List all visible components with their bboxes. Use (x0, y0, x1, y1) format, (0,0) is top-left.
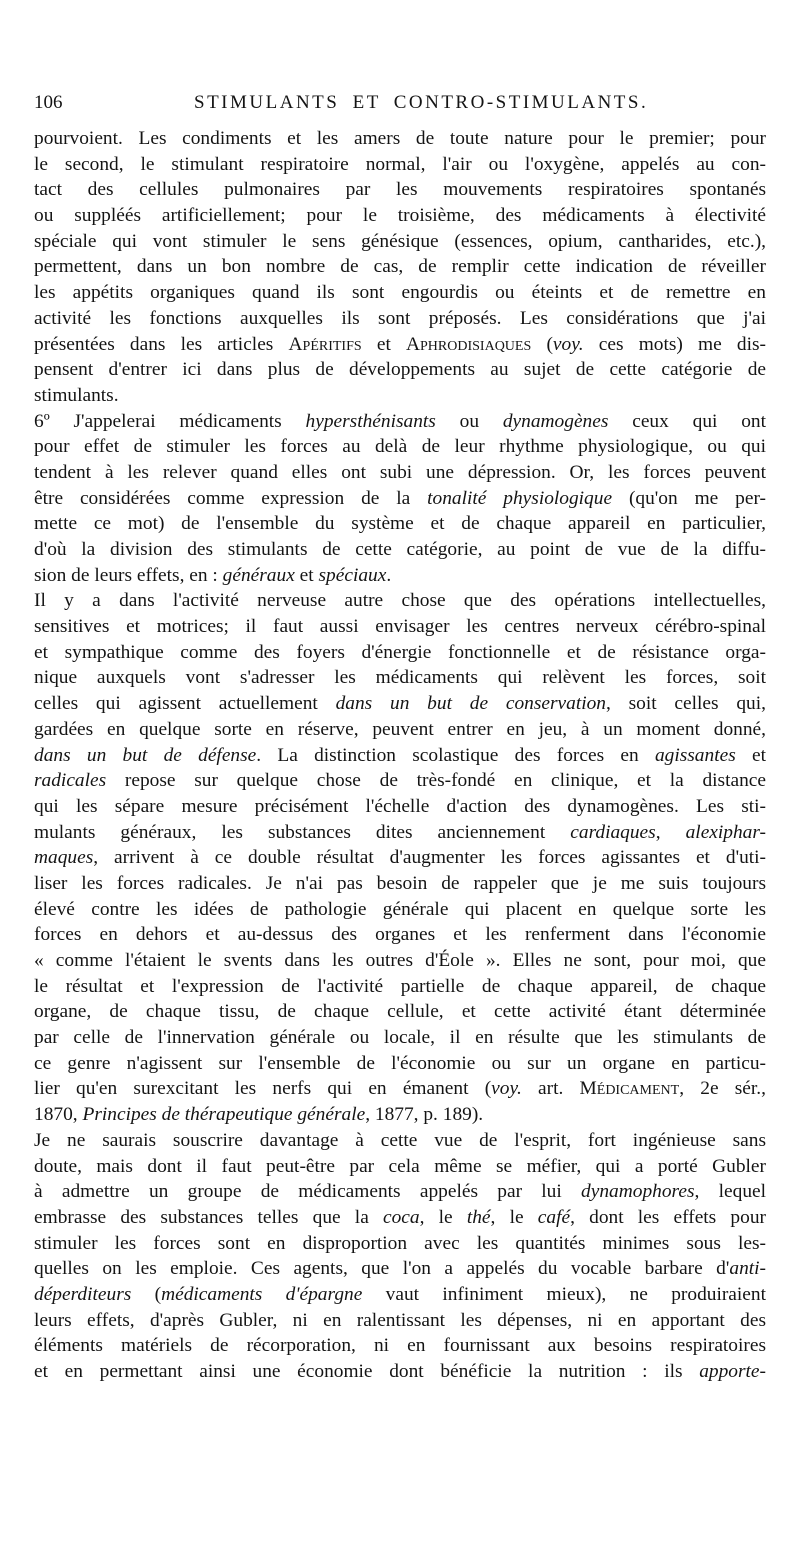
text-run: , dont les effets pour (570, 1206, 766, 1228)
italic-text: anti- (729, 1258, 766, 1280)
text-run: les appétits organiques quand ils sont engourdis ou éteints et de remettre en (34, 282, 766, 304)
text-line (34, 1102, 766, 1128)
running-title: STIMULANTS ET CONTRO-STIMULANTS. (194, 92, 649, 113)
italic-text: dynamophores (581, 1181, 695, 1203)
italic-text: déperditeurs (34, 1283, 132, 1305)
italic-text: thé (466, 1206, 491, 1228)
text-run: , 1877, p. 189). (365, 1104, 484, 1126)
text-run: Je ne saurais souscrire davantage à cette vue de l'esprit, fort ingénieuse sans (34, 1129, 766, 1151)
text-run: pourvoient. Les condiments et les amers de toute nature pour le premier; pour (34, 128, 766, 149)
text-run: à admettre un groupe de médicaments appelés par lui (34, 1181, 582, 1203)
text-run: Il y a dans l'activité nerveuse autre chose que des opérations intellectuelles, (34, 590, 766, 612)
text-run: (qu'on me per- (612, 487, 766, 509)
italic-text: tonalité physiologique (427, 487, 613, 509)
text-line (34, 357, 766, 383)
text-run: stimuler les forces sont en disproportion avec les quantités minimes sous les- (34, 1232, 766, 1254)
text-line (34, 1231, 766, 1257)
text-run: forces en dehors et au-dessus des organes et les renferment dans l'économie (34, 924, 766, 946)
text-line (34, 306, 766, 332)
text-run: ce genre n'agissent sur l'ensemble de l'économie ou sur un organe en particu- (34, 1052, 766, 1074)
text-line (34, 460, 766, 486)
text-run: et (294, 564, 319, 586)
text-run: nique auxquels vont s'adresser les médicaments qui relèvent les forces, soit (34, 667, 766, 689)
italic-text: agissantes (654, 744, 736, 766)
text-run: , le (419, 1206, 467, 1228)
text-line (34, 1025, 766, 1051)
italic-text: maques (34, 847, 94, 869)
italic-text: Principes de thérapeutique générale (82, 1104, 366, 1126)
italic-text: spéciaux (318, 564, 387, 586)
text-run: art. (521, 1078, 580, 1100)
text-run: et (735, 744, 767, 766)
italic-text: généraux (222, 564, 295, 586)
text-run: embrasse des substances telles que la (34, 1206, 383, 1228)
text-run: ( (131, 1283, 162, 1305)
small-caps-text: Apéritifs (288, 333, 362, 355)
text-line (34, 203, 766, 229)
italic-text: hypersthénisants (305, 410, 436, 432)
text-line (34, 1051, 766, 1077)
text-run: lier qu'en surexcitant les nerfs qui en émanent ( (34, 1078, 492, 1100)
text-run: vaut infiniment mieux), ne produiraient (362, 1283, 766, 1305)
text-line (34, 229, 766, 255)
italic-text: dans un but de défense (34, 744, 257, 766)
text-run: , arrivent à ce double résultat d'augmenter les forces agissantes et d'uti- (93, 847, 766, 869)
text-line (34, 1359, 766, 1385)
text-run: être considérées comme expression de la (34, 487, 428, 509)
italic-text: médicaments d'épargne (161, 1283, 363, 1305)
text-run: , (655, 821, 686, 843)
small-caps-text: Aphrodisiaques (406, 333, 532, 355)
italic-text: apporte- (699, 1361, 766, 1382)
text-line (34, 820, 766, 846)
text-run: et sympathique comme des foyers d'énergie fonctionnelle et de résistance orga- (34, 641, 766, 663)
text-line (34, 254, 766, 280)
text-line (34, 717, 766, 743)
text-run: tact des cellules pulmonaires par les mouvements respiratoires spontanés (34, 179, 766, 201)
text-run: le résultat et l'expression de l'activité partielle de chaque appareil, de chaque (34, 975, 766, 997)
text-run: tendent à les relever quand elles ont subi une dépression. Or, les forces peuvent (34, 461, 766, 483)
text-line (34, 922, 766, 948)
italic-text: café (537, 1206, 571, 1228)
text-line (34, 486, 766, 512)
text-run: mette ce mot) de l'ensemble du système et de chaque appareil en particulier, (34, 513, 766, 535)
text-run: celles qui agissent actuellement (34, 693, 336, 715)
text-run: mulants généraux, les substances dites anciennement (34, 821, 571, 843)
text-line (34, 409, 766, 435)
text-line (34, 897, 766, 923)
text-run: qui les sépare mesure précisément l'échelle d'action des dynamogènes. Les sti- (34, 795, 766, 817)
small-caps-text: Médicament (579, 1078, 680, 1100)
text-run: . La distinction scolastique des forces en (256, 744, 655, 766)
text-line (34, 1179, 766, 1205)
text-line (34, 845, 766, 871)
text-run: éléments matériels de récorporation, ni en fournissant aux besoins respiratoires (34, 1335, 766, 1357)
text-line (34, 1282, 766, 1308)
text-line (34, 383, 766, 409)
text-line (34, 1154, 766, 1180)
text-run: le second, le stimulant respiratoire normal, l'air ou l'oxygène, appelés au con- (34, 153, 766, 175)
text-run: permettent, dans un bon nombre de cas, de remplir cette indication de réveiller (34, 256, 766, 278)
text-line (34, 177, 766, 203)
text-run: ou suppléés artificiellement; pour le troisième, des médicaments à électivité (34, 205, 766, 227)
text-run: d'où la division des stimulants de cette catégorie, au point de vue de la diffu- (34, 539, 766, 560)
text-run: ( (531, 333, 553, 355)
text-line (34, 974, 766, 1000)
text-line (34, 1308, 766, 1334)
text-run: présentées dans les articles (34, 333, 289, 355)
text-run: , lequel (694, 1181, 767, 1203)
text-line (34, 640, 766, 666)
text-run: 6º J'appelerai médicaments (34, 410, 306, 432)
italic-text: voy. (491, 1078, 522, 1100)
text-line (34, 871, 766, 897)
text-run: , le (490, 1206, 538, 1228)
text-run: quelles on les emploie. Ces agents, que l'on a appelés du vocable barbare d' (34, 1258, 730, 1280)
text-run: . (386, 564, 392, 586)
italic-text: radicales (34, 770, 107, 792)
text-run: ces mots) me dis- (583, 333, 766, 355)
text-line (34, 434, 766, 460)
text-line (34, 1205, 766, 1231)
italic-text: dans un but de conservation (335, 693, 606, 715)
text-line (34, 152, 766, 178)
text-run: doute, mais dont il faut peut-être par cela même se méfier, qui a porté Gubler (34, 1155, 766, 1177)
text-run: ceux qui ont (608, 410, 766, 432)
text-run: élevé contre les idées de pathologie générale qui placent en quelque sorte les (34, 898, 766, 920)
text-run: sensitives et motrices; il faut aussi envisager les centres nerveux cérébro-spinal (34, 616, 766, 638)
text-line (34, 1333, 766, 1359)
text-line (34, 948, 766, 974)
text-run: sion de leurs effets, en : (34, 564, 223, 586)
text-run: ou (435, 410, 503, 432)
text-line (34, 537, 766, 563)
text-run: , soit celles qui, (606, 693, 766, 715)
text-line (34, 999, 766, 1025)
text-line (34, 691, 766, 717)
text-run: liser les forces radicales. Je n'ai pas besoin de rappeler que je me suis toujours (34, 872, 766, 894)
body-text (34, 126, 766, 1385)
text-run: , 2e sér., (679, 1078, 766, 1100)
text-line (34, 665, 766, 691)
text-line (34, 280, 766, 306)
page-number: 106 (34, 92, 63, 113)
text-line (34, 511, 766, 537)
italic-text: alexiphar- (685, 821, 766, 843)
text-run: organe, de chaque tissu, de chaque cellule, et cette activité étant déterminée (34, 1001, 766, 1023)
text-run: pensent d'entrer ici dans plus de développements au sujet de cette catégorie de (34, 359, 766, 381)
text-line (34, 1076, 766, 1102)
text-run: stimulants. (34, 384, 119, 406)
text-line (34, 1128, 766, 1154)
text-line (34, 768, 766, 794)
text-run: et en permettant ainsi une économie dont bénéficie la nutrition : ils (34, 1361, 700, 1382)
text-line (34, 126, 766, 152)
text-line (34, 563, 766, 589)
italic-text: voy. (552, 333, 584, 355)
text-line (34, 332, 766, 358)
page-header (34, 88, 774, 118)
text-run: 1870, (34, 1104, 83, 1126)
text-line (34, 794, 766, 820)
text-run: activité les fonctions auxquelles ils sont préposés. Les considérations que j'ai (34, 307, 766, 329)
text-run: repose sur quelque chose de très-fondé en clinique, et la distance (106, 770, 766, 792)
italic-text: cardiaques (570, 821, 656, 843)
text-run: gardées en quelque sorte en réserve, peuvent entrer en jeu, à un moment donné, (34, 718, 766, 740)
italic-text: dynamogènes (502, 410, 609, 432)
text-line (34, 614, 766, 640)
italic-text: coca (383, 1206, 420, 1228)
text-run: « comme l'étaient le svents dans les outres d'Éole ». Elles ne sont, pour moi, que (34, 950, 766, 971)
text-line (34, 588, 766, 614)
text-run: par celle de l'innervation générale ou locale, il en résulte que les stimulants de (34, 1027, 766, 1049)
text-run: pour effet de stimuler les forces au delà de leur rhythme physiologique, ou qui (34, 436, 766, 458)
text-line (34, 1256, 766, 1282)
text-run: et (361, 333, 407, 355)
text-run: spéciale qui vont stimuler le sens génésique (essences, opium, cantharides, etc.), (34, 230, 766, 252)
text-run: leurs effets, d'après Gubler, ni en ralentissant les dépenses, ni en apportant des (34, 1309, 766, 1331)
text-line (34, 743, 766, 769)
